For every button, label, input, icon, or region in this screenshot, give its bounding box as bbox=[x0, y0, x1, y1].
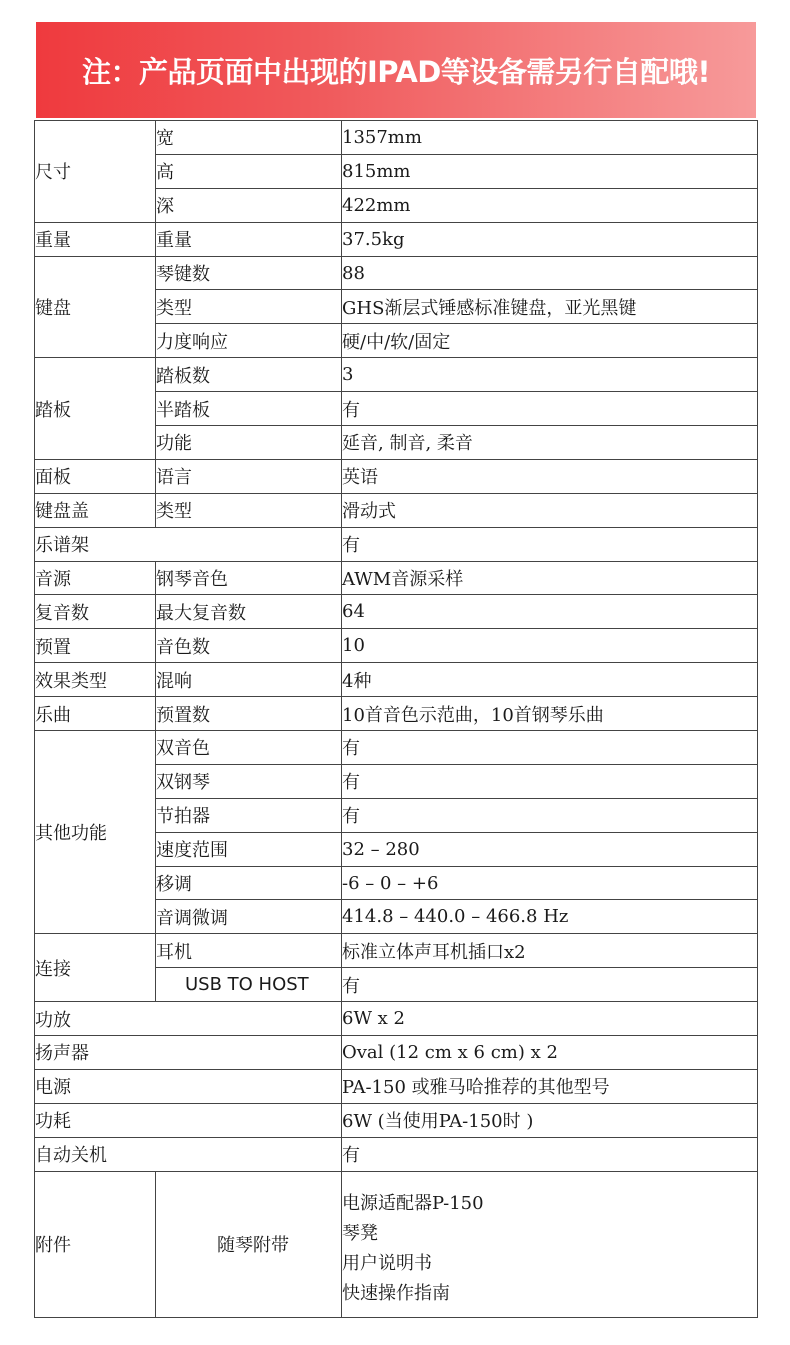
table-row bbox=[35, 1069, 758, 1103]
table-row bbox=[35, 731, 758, 765]
spec-value: 英语 bbox=[342, 459, 758, 493]
category-size: 尺寸 bbox=[35, 121, 156, 223]
table-row bbox=[35, 493, 758, 527]
spec-value: 标准立体声耳机插口x2 bbox=[342, 934, 758, 968]
table-row bbox=[35, 222, 758, 256]
spec-value: PA-150 或雅马哈推荐的其他型号 bbox=[342, 1069, 758, 1103]
spec-value: 1357mm bbox=[342, 121, 758, 155]
category-consumption: 功耗 bbox=[35, 1103, 342, 1137]
table-row bbox=[35, 1171, 758, 1317]
spec-label: 重量 bbox=[156, 222, 342, 256]
category-accessories: 附件 bbox=[35, 1171, 156, 1317]
table-row bbox=[35, 663, 758, 697]
category-key-cover: 键盘盖 bbox=[35, 493, 156, 527]
spec-label: 移调 bbox=[156, 866, 342, 900]
notice-banner bbox=[36, 22, 756, 118]
category-presets: 预置 bbox=[35, 629, 156, 663]
spec-label: 节拍器 bbox=[156, 798, 342, 832]
category-effects: 效果类型 bbox=[35, 663, 156, 697]
table-row bbox=[35, 1103, 758, 1137]
spec-value: 有 bbox=[342, 527, 758, 561]
spec-value: 硬/中/软/固定 bbox=[342, 324, 758, 358]
spec-value: 3 bbox=[342, 358, 758, 392]
table-row bbox=[35, 1002, 758, 1036]
spec-value: 有 bbox=[342, 968, 758, 1002]
category-auto-off: 自动关机 bbox=[35, 1137, 342, 1171]
spec-value: 815mm bbox=[342, 154, 758, 188]
spec-value: 有 bbox=[342, 1137, 758, 1171]
category-weight: 重量 bbox=[35, 222, 156, 256]
table-row bbox=[35, 697, 758, 731]
spec-value: 6W x 2 bbox=[342, 1002, 758, 1036]
table-row bbox=[35, 527, 758, 561]
spec-value: 422mm bbox=[342, 188, 758, 222]
spec-label: 耳机 bbox=[156, 934, 342, 968]
notice-text: 注：产品页面中出现的IPAD等设备需另行自配哦! bbox=[81, 54, 711, 89]
spec-value: Oval (12 cm x 6 cm) x 2 bbox=[342, 1036, 758, 1070]
spec-value: 滑动式 bbox=[342, 493, 758, 527]
spec-label: 深 bbox=[156, 188, 342, 222]
spec-value: 32 – 280 bbox=[342, 832, 758, 866]
spec-value: 有 bbox=[342, 798, 758, 832]
spec-value: 延音, 制音, 柔音 bbox=[342, 426, 758, 460]
spec-value: 37.5kg bbox=[342, 222, 758, 256]
spec-label: 语言 bbox=[156, 459, 342, 493]
spec-value: 10首音色示范曲，10首钢琴乐曲 bbox=[342, 697, 758, 731]
spec-value: 64 bbox=[342, 595, 758, 629]
category-keyboard: 键盘 bbox=[35, 256, 156, 358]
category-amplifier: 功放 bbox=[35, 1002, 342, 1036]
spec-value: 414.8 – 440.0 – 466.8 Hz bbox=[342, 900, 758, 934]
spec-label: 速度范围 bbox=[156, 832, 342, 866]
category-polyphony: 复音数 bbox=[35, 595, 156, 629]
spec-label: 高 bbox=[156, 154, 342, 188]
category-connect: 连接 bbox=[35, 934, 156, 1002]
spec-label: 类型 bbox=[156, 493, 342, 527]
table-row bbox=[35, 934, 758, 968]
list-item: 用户说明书 bbox=[342, 1253, 432, 1275]
spec-label: 类型 bbox=[156, 290, 342, 324]
table-row bbox=[35, 1137, 758, 1171]
category-panel: 面板 bbox=[35, 459, 156, 493]
spec-label: 混响 bbox=[156, 663, 342, 697]
spec-label: 力度响应 bbox=[156, 324, 342, 358]
table-row bbox=[35, 256, 758, 290]
spec-value: 4种 bbox=[342, 663, 758, 697]
spec-value: GHS渐层式锤感标准键盘，亚光黑键 bbox=[342, 290, 758, 324]
list-item: 电源适配器P-150 bbox=[342, 1193, 484, 1215]
spec-value: 88 bbox=[342, 256, 758, 290]
spec-label: 预置数 bbox=[156, 697, 342, 731]
spec-label: 最大复音数 bbox=[156, 595, 342, 629]
spec-label: 双钢琴 bbox=[156, 764, 342, 798]
spec-value: 10 bbox=[342, 629, 758, 663]
list-item: 琴凳 bbox=[342, 1223, 378, 1245]
spec-label: 宽 bbox=[156, 121, 342, 155]
spec-value: -6 – 0 – +6 bbox=[342, 866, 758, 900]
spec-label: 踏板数 bbox=[156, 358, 342, 392]
spec-value: 有 bbox=[342, 731, 758, 765]
category-tone: 音源 bbox=[35, 561, 156, 595]
category-pedal: 踏板 bbox=[35, 358, 156, 460]
table-row bbox=[35, 629, 758, 663]
spec-label: 琴键数 bbox=[156, 256, 342, 290]
category-songs: 乐曲 bbox=[35, 697, 156, 731]
spec-value: 有 bbox=[342, 392, 758, 426]
category-speakers: 扬声器 bbox=[35, 1036, 342, 1070]
spec-label: 半踏板 bbox=[156, 392, 342, 426]
spec-label: USB TO HOST bbox=[156, 968, 342, 1002]
spec-value: 有 bbox=[342, 764, 758, 798]
accessories-list bbox=[342, 1171, 758, 1317]
table-row bbox=[35, 358, 758, 392]
list-item: 快速操作指南 bbox=[342, 1283, 450, 1305]
category-power: 电源 bbox=[35, 1069, 342, 1103]
spec-table bbox=[34, 120, 758, 1318]
spec-label: 功能 bbox=[156, 426, 342, 460]
table-row bbox=[35, 459, 758, 493]
spec-value: AWM音源采样 bbox=[342, 561, 758, 595]
spec-value: 6W (当使用PA-150时 ) bbox=[342, 1103, 758, 1137]
spec-label: 双音色 bbox=[156, 731, 342, 765]
category-music-rest: 乐谱架 bbox=[35, 527, 342, 561]
spec-label: 随琴附带 bbox=[156, 1171, 342, 1317]
category-other: 其他功能 bbox=[35, 731, 156, 934]
spec-label: 钢琴音色 bbox=[156, 561, 342, 595]
spec-label: 音调微调 bbox=[156, 900, 342, 934]
table-row bbox=[35, 1036, 758, 1070]
table-row bbox=[35, 561, 758, 595]
table-row bbox=[35, 121, 758, 155]
table-row bbox=[35, 595, 758, 629]
spec-label: 音色数 bbox=[156, 629, 342, 663]
